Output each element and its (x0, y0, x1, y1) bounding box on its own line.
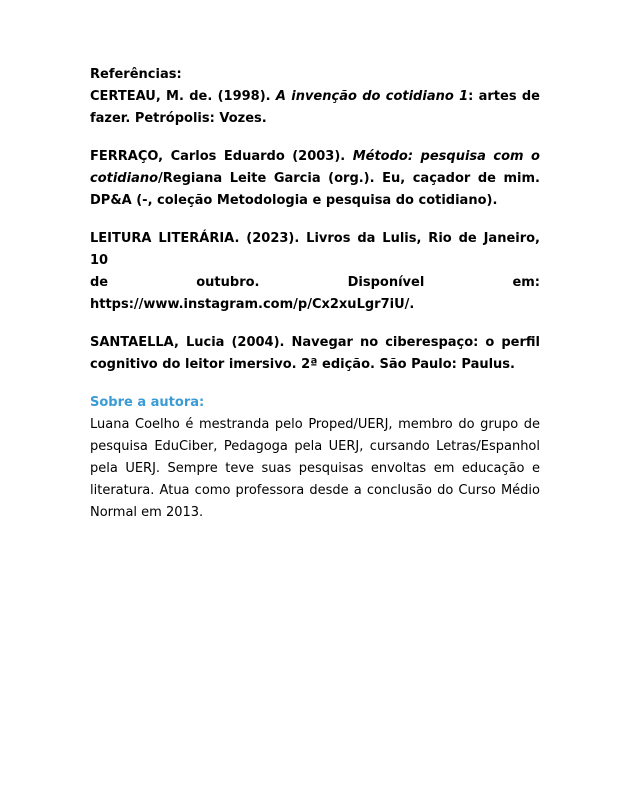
reference-leitura-word: outubro. (196, 275, 260, 290)
reference-leitura-url[interactable]: https://www.instagram.com/p/Cx2xuLgr7iU/. (90, 297, 415, 312)
reference-leitura (90, 228, 540, 316)
reference-leitura-line1: LEITURA LITERÁRIA. (2023). Livros da Lulis, Rio de Janeiro, 10 (90, 231, 540, 268)
reference-leitura-word: de (90, 275, 109, 290)
document-page (90, 64, 540, 524)
reference-ferraco-title: Método: pesquisa com o cotidiano (90, 149, 540, 186)
reference-certeau-title: A invenção do cotidiano 1 (275, 89, 469, 104)
reference-certeau-author: CERTEAU, M. de. (1998). (90, 89, 276, 104)
reference-ferraco (90, 146, 540, 212)
reference-certeau (90, 86, 540, 130)
reference-ferraco-author: FERRAÇO, Carlos Eduardo (2003). (90, 149, 353, 164)
about-author-heading: Sobre a autora: (90, 395, 205, 410)
references-heading: Referências: (90, 67, 182, 82)
reference-santaella: SANTAELLA, Lucia (2004). Navegar no ciberespaço: o perfil cognitivo do leitor imersivo. 2ª edição. São Paulo: Paulus. (90, 335, 540, 372)
reference-ferraco-rest: /Regiana Leite Garcia (org.). Eu, caçador de mim. DP&A (-, coleção Metodologia e pesquisa do cotidiano). (90, 171, 540, 208)
reference-certeau-rest: : artes de fazer. Petrópolis: Vozes. (90, 89, 540, 126)
reference-leitura-word: Disponível (347, 275, 425, 290)
about-author-text: Luana Coelho é mestranda pelo Proped/UERJ, membro do grupo de pesquisa EduCiber, Pedagoga pela UERJ, cursando Letras/Espanhol pela UERJ. Sempre teve suas pesquisas envoltas em educação e literatura. Atua como professora desde a conclusão do Curso Médio Normal em 2013. (90, 417, 540, 520)
reference-leitura-word: em: (512, 275, 540, 290)
reference-leitura-line2 (90, 272, 540, 294)
